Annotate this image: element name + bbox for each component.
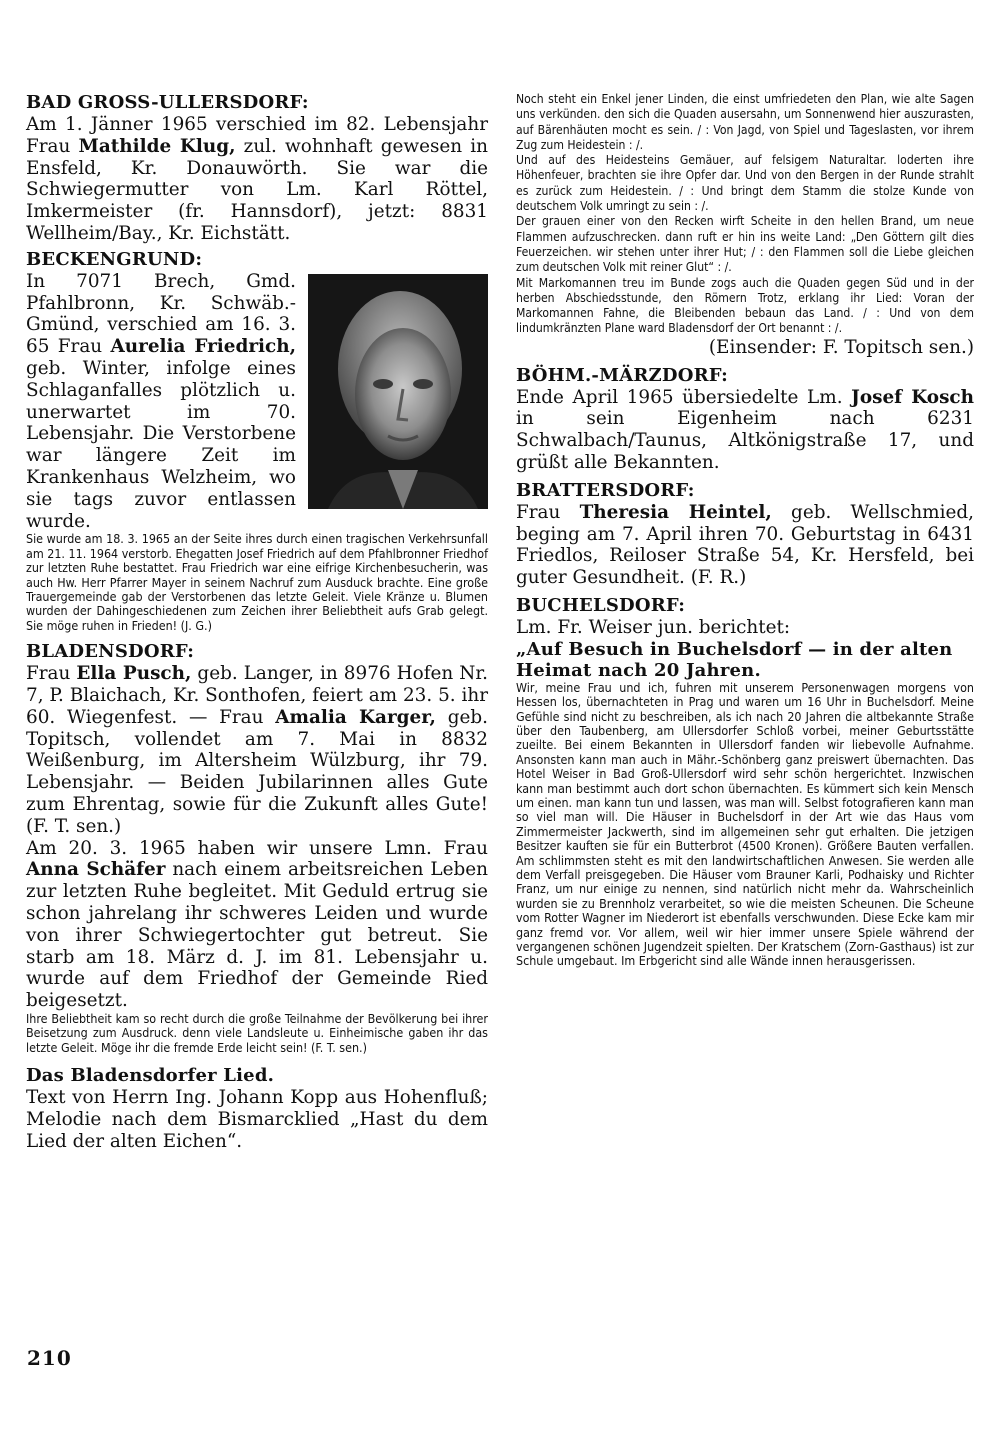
text: Ende April 1965 übersiedelte Lm.	[516, 386, 852, 408]
section-heading-bladensdorf: BLADENSDORF:	[26, 641, 195, 663]
right-column	[516, 92, 974, 969]
song-submitter: (Einsender: F. Topitsch sen.)	[708, 336, 974, 358]
page-number: 210	[27, 1346, 72, 1370]
text: geb. Winter, infolge eines Schlaganfalles plötzlich u. unerwartet im 70. Lebensjahr. Die Verstorbene war längere Zeit im Krankenhaus Welzheim, wo sie tags zuvor entlassen wurde.	[26, 357, 296, 532]
text: geb. Langer, in 8976 Hofen Nr. 7, P. Blaichach, Kr. Sonthofen, feiert am 23. 5. ihr 60. Wiegenfest. — Frau	[26, 663, 488, 728]
text: in sein Eigenheim nach 6231 Schwalbach/Taunus, Altkönigstraße 17, und grüßt alle Bekannten.	[516, 408, 974, 473]
obituary-friedrich	[26, 271, 488, 533]
text: Frau	[516, 501, 580, 523]
person-name: Mathilde Klug,	[78, 135, 236, 157]
song-verse-2: Und auf des Heidesteins Gemäuer, auf felsigem Naturaltar. loderten ihre Höhenfeuer, brachten sie ihre Opfer dar. Und von den Bergen in der Runde strahlt es zurück zum Heidestein. / : Und bringt dem Stamm die stolze Kunde von deutschem Volk umringt zu sein : /.	[516, 153, 974, 214]
portrait-photo	[308, 274, 488, 509]
text: Frau	[26, 663, 77, 685]
notice-kosch	[516, 387, 974, 474]
section-heading-boehm-maerzdorf: BÖHM.-MÄRZDORF:	[516, 364, 728, 386]
obituary-schaefer-details: Ihre Beliebtheit kam so recht durch die große Teilnahme der Bevölkerung bei ihrer Beisetzung zum Ausdruck. denn viele Landsleute u. Einheimische gaben ihr das letzte Geleit. Möge ihr die fremde Erde leicht sein! (F. T. sen.)	[26, 1010, 488, 1055]
text: Am 1. Jänner 1965 verschied im 82. Lebensjahr Frau	[26, 114, 488, 157]
obituary-klug	[26, 114, 488, 245]
song-verse-1: Noch steht ein Enkel jener Linden, die einst umfriedeten den Plan, wie alte Sagen uns verkünden. den sich die Quaden ausersahn, um Sonnenwend hier auszurasten, auf Bärenhäuten mocht es sein. / : Von Jagd, von Spiel und Tageslasten, vor ihrem Zug zum Heidestein : /.	[516, 92, 974, 152]
birthday-heintel	[516, 502, 974, 589]
text: zul. wohnhaft gewesen in Ensfeld, Kr. Donauwörth. Sie war die Schwiegermutter von Lm. Karl Röttel, Imkermeister (fr. Hannsdorf), jetzt: 8831 Wellheim/Bay., Kr. Eichstätt.	[26, 135, 489, 244]
section-heading-bad-gross-ullersdorf: BAD GROSS-ULLERSDORF:	[26, 92, 309, 113]
report-title: „Auf Besuch in Buchelsdorf — in der alten Heimat nach 20 Jahren.	[516, 638, 953, 681]
song-credits: Text von Herrn Ing. Johann Kopp aus Hohenfluß; Melodie nach dem Bismarcklied „Hast du dem Lied der alten Eichen“.	[26, 1087, 488, 1152]
person-name: Aurelia Friedrich,	[110, 336, 296, 358]
person-name: Theresia Heintel,	[579, 501, 772, 523]
song-verse-3: Der grauen einer von den Recken wirft Scheite in den hellen Brand, um neue Flammen aufzuschrecken. dann ruft er hin ins weite Land: „Den Göttern gilt dies Feuerzeichen. wir stehen unter ihrer Hut; / : den Flammen soll die Liebe gleichen zum deutschen Volk mit reiner Glut“ : /.	[516, 214, 974, 275]
report-intro: Lm. Fr. Weiser jun. berichtet:	[516, 616, 791, 638]
text: In 7071 Brech, Gmd. Pfahlbronn, Kr. Schwäb.-Gmünd, verschied am 16. 3. 65 Frau	[26, 270, 296, 358]
text: geb. Topitsch, vollendet am 7. Mai in 8832 Weißenburg, im Altersheim Wülzburg, ihr 79. Lebensjahr. — Beiden Jubilarinnen alles Gute zum Ehrentag, sowie für die Zukunft alles Gute! (F. T. sen.)	[26, 706, 488, 837]
section-heading-beckengrund: BECKENGRUND:	[26, 248, 203, 270]
person-name: Ella Pusch,	[76, 663, 192, 685]
person-name: Josef Kosch	[851, 386, 974, 408]
obituary-friedrich-details: Sie wurde am 18. 3. 1965 an der Seite ihres durch einen tragischen Verkehrsunfall am 21. 11. 1964 verstorb. Ehegatten Josef Friedrich auf dem Pfahlbronner Friedhof zur letzten Ruhe bestattet. Frau Friedrich war eine eifrige Kirchenbesucherin, was auch Hw. Herr Pfarrer Mayer in seinem Nachruf zum Ausduck brachte. Eine große Trauergemeinde gab der Verstorbenen das letzte Geleit. Viele Kränze u. Blumen wurden der Dahingeschiedenen zum Zeichen ihrer Beliebtheit aufs Grab gelegt. Sie möge ruhen in Frieden! (J. G.)	[26, 531, 488, 633]
left-column	[26, 92, 488, 1153]
text: geb. Wellschmied, beging am 7. April ihren 70. Geburtstag in 6431 Friedlos, Reiloser Straße 54, Kr. Hersfeld, bei guter Gesundheit. (F. R.)	[516, 501, 974, 589]
song-heading: Das Bladensdorfer Lied.	[26, 1065, 275, 1087]
text: nach einem arbeitsreichen Leben zur letzten Ruhe begleitet. Mit Geduld ertrug sie schon jahrelang ihr schweres Leiden und wurde von ihrer Schwiegertochter gut betreut. Sie starb am 18. März d. J. im 81. Lebensjahr u. wurde auf dem Friedhof der Gemeinde Ried beigesetzt.	[26, 859, 488, 1012]
song-verse-4: Mit Markomannen treu im Bunde zogs auch die Quaden gegen Süd und in der herben Abschiedsstunde, den Römern Trotz, erklang ihr Lied: Voran der Markomannen Fahne, die Bleibenden bebaun das Land. / : Und von dem lindumkränzten Plane ward Bladensdorf der Ort benannt : /.	[516, 275, 974, 336]
section-heading-brattersdorf: BRATTERSDORF:	[516, 479, 695, 501]
birthday-notices	[26, 663, 488, 837]
obituary-schaefer	[26, 838, 488, 1012]
report-body: Wir, meine Frau und ich, fuhren mit unserem Personenwagen morgens von Hessen los, übernachteten in Prag und waren um 16 Uhr in Buchelsdorf. Meine Gefühle sind nicht zu beschreiben, als ich nach 20 Jahren die altbekannte Straße über den Taubenberg, am Ullersdorfer Schloß vorbei, meiner Geburtsstätte zueilte. Bei einem Bekannten in Ullersdorf fanden wir liebevolle Aufnahme. Ansonsten kann man auch in Mähr.-Schönberg ganz preiswert übernachten. Das Hotel Weiser in Bad Groß-Ullersdorf wird sehr schön hergerichtet. Inzwischen kann man bestimmt auch dort schon übernachten. Es kümmert sich kein Mensch um einen. man kann tun und lassen, was man will. Selbst fotografieren kann man so viel man will. Die Häuser in Buchelsdorf in der Art wie das Haus vom Zimmermeister Jackwerth, sind im allgemeinen sehr gut erhalten. Die jetzigen Besitzer kauften sie für ein Butterbrot (4500 Kronen). Größere Bauten verfallen. Am schlimmsten steht es mit den landwirtschaftlichen Anwesen. Sie werden alle dem Verfall preisgegeben. Die Häuser vom Brauner Karli, Podhaisky und Richter Franz, um nur einige zu nennen, sind natürlich nicht mehr da. Wahrscheinlich wurden sie zu Brennholz verarbeitet, so wie die meisten Scheunen. Die Scheune vom Rotter Wagner im Niederort ist ebenfalls verschwunden. Diese Ecke kam mir ganz fremd vor. Vor allem, weil wir hier immer unsere Spiele während der vergangenen schönen Jugendzeit spielten. Der Kratschem (Zorn-Gasthaus) ist zur Schule umgebaut. Im Erbgericht sind alle Wände innen herausgerissen.	[516, 679, 974, 969]
section-heading-buchelsdorf: BUCHELSDORF:	[516, 594, 686, 616]
person-name: Anna Schäfer	[26, 859, 166, 881]
text: Am 20. 3. 1965 haben wir unsere Lmn. Frau	[26, 837, 488, 859]
person-name: Amalia Karger,	[275, 706, 436, 728]
